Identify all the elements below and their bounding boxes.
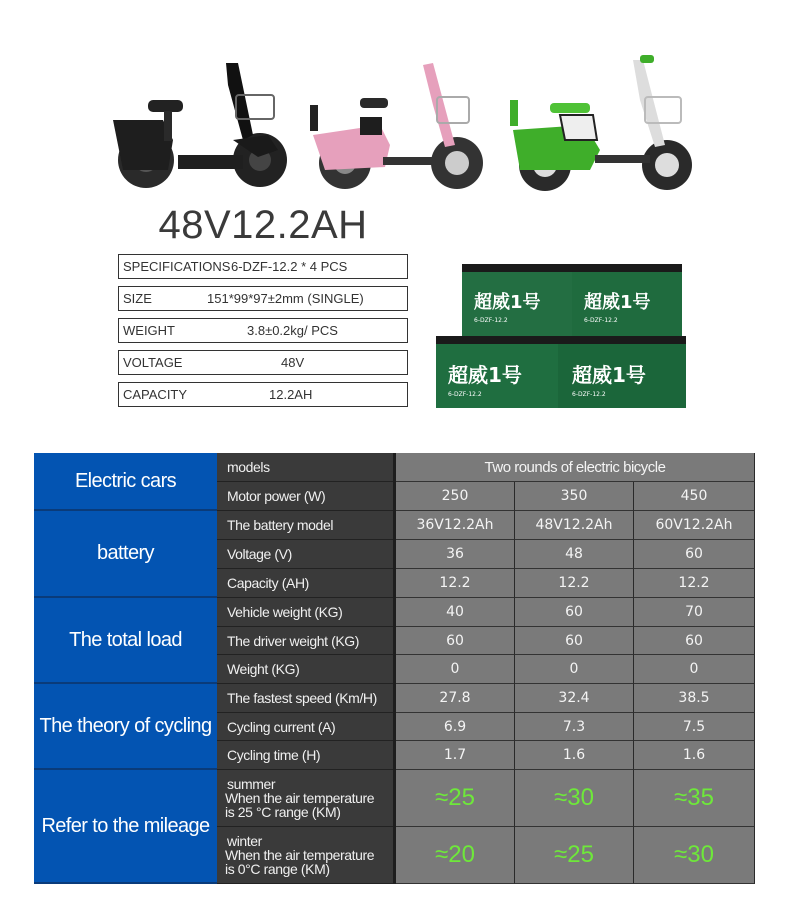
category-battery: battery [34,511,217,598]
mileage-value: ≈25 [515,827,634,884]
cell-value: 36 [396,540,515,569]
spec-key: VOLTAGE [123,355,183,370]
cell-value: 40 [396,598,515,627]
spec-value: 3.8±0.2kg/ PCS [247,323,338,338]
cell-value: 7.3 [515,713,634,741]
svg-text:6-DZF-12.2: 6-DZF-12.2 [474,317,508,324]
cell-value: 36V12.2Ah [396,511,515,540]
cell-value: 7.5 [634,713,755,741]
cell-value: 27.8 [396,684,515,713]
spec-value: 12.2AH [269,387,313,402]
row-label-weight: Weight (KG) [217,655,393,684]
svg-text:超威1号: 超威1号 [584,292,651,313]
cell-value: 0 [515,655,634,684]
mileage-value: ≈30 [515,770,634,827]
row-label-vehicle-weight: Vehicle weight (KG) [217,598,393,627]
spec-capacity [118,382,408,407]
row-label-winter [217,827,393,884]
row-label-battery-model: The battery model [217,511,393,540]
season-label: winter [227,833,262,849]
cell-value: 60V12.2Ah [634,511,755,540]
spec-value: 48V [281,355,305,370]
cell-value: 60 [634,540,755,569]
row-label-models: models [217,453,393,482]
cell-value: 38.5 [634,684,755,713]
row-label-voltage: Voltage (V) [217,540,393,569]
spec-key: SPECIFICATIONS [123,259,231,274]
cell-value: 12.2 [634,569,755,598]
black-scooter-image [108,45,293,195]
cell-value: 250 [396,482,515,511]
cell-value: 60 [396,627,515,655]
spec-specifications [118,254,408,279]
cell-value: 6.9 [396,713,515,741]
cell-value: 60 [634,627,755,655]
cell-value: 48 [515,540,634,569]
spec-value: 151*99*97±2mm (SINGLE) [207,291,364,306]
svg-text:6-DZF-12.2: 6-DZF-12.2 [584,317,618,324]
row-label-fastest-speed: The fastest speed (Km/H) [217,684,393,713]
product-title: 48V12.2AH [158,203,368,247]
cell-value: 60 [515,598,634,627]
spec-key: WEIGHT [123,323,175,338]
scooter-banner [100,45,700,195]
row-label-capacity: Capacity (AH) [217,569,393,598]
cell-value: 48V12.2Ah [515,511,634,540]
mileage-value: ≈35 [634,770,755,827]
season-label: summer [227,776,276,792]
spec-voltage [118,350,408,375]
cell-value: 12.2 [396,569,515,598]
green-scooter-image [505,45,700,195]
svg-text:6-DZF-12.2: 6-DZF-12.2 [572,391,606,398]
cell-value: 0 [634,655,755,684]
category-total-load: The total load [34,598,217,684]
spec-table [34,453,755,884]
battery-pack-image [432,256,690,412]
pink-scooter-image [305,45,490,195]
svg-text:超威1号: 超威1号 [572,363,646,387]
mileage-value: ≈20 [396,827,515,884]
cell-value: 1.6 [634,741,755,770]
svg-text:超威1号: 超威1号 [448,363,522,387]
spec-key: CAPACITY [123,387,188,402]
mileage-value: ≈30 [634,827,755,884]
row-label-cycling-current: Cycling current (A) [217,713,393,741]
row-label-motor-power: Motor power (W) [217,482,393,511]
category-mileage: Refer to the mileage [34,770,217,884]
row-label-summer [217,770,393,827]
cell-value: 60 [515,627,634,655]
spec-weight [118,318,408,343]
row-label-driver-weight: The driver weight (KG) [217,627,393,655]
cell-value: 450 [634,482,755,511]
cell-value: 12.2 [515,569,634,598]
cell-value: 1.6 [515,741,634,770]
cell-value: 32.4 [515,684,634,713]
svg-text:超威1号: 超威1号 [474,292,541,313]
spec-key: SIZE [123,291,152,306]
category-electric-cars: Electric cars [34,453,217,511]
header-two-rounds: Two rounds of electric bicycle [396,453,755,482]
mileage-value: ≈25 [396,770,515,827]
spec-size [118,286,408,311]
cell-value: 70 [634,598,755,627]
spec-value: 6-DZF-12.2 * 4 PCS [231,259,348,274]
cell-value: 350 [515,482,634,511]
svg-text:6-DZF-12.2: 6-DZF-12.2 [448,391,482,398]
condition-label: is 25 °C range (KM) [225,804,341,820]
cell-value: 1.7 [396,741,515,770]
condition-label: When the air temperature [225,847,375,863]
cell-value: 0 [396,655,515,684]
row-label-cycling-time: Cycling time (H) [217,741,393,770]
category-theory-of-cycling: The theory of cycling [34,684,217,770]
condition-label: is 0°C range (KM) [225,861,330,877]
condition-label: When the air temperature [225,790,375,806]
